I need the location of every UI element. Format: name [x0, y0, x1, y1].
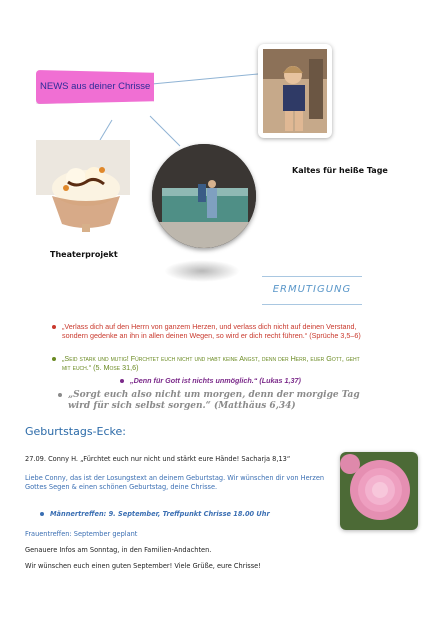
- verse-1: [62, 322, 362, 340]
- women-meeting: Frauentreffen: September geplant: [25, 530, 138, 538]
- news-banner-label: NEWS aus deiner Chrisse: [40, 81, 151, 92]
- rule-top: [262, 276, 362, 277]
- rule-bottom: [262, 304, 362, 305]
- photo-girl: [263, 49, 327, 133]
- birthday-message: Liebe Conny, das ist der Losungstext an deinem Geburtstag. Wir wünschen dir von Herzen Gottes Segen & einen schönen Geburtstag, deine Chrisse.: [25, 474, 325, 491]
- verse-1-text: „Verlass dich auf den Herrn von ganzem Herzen, und verlass dich nicht auf deinen Verstand, sondern gedenke an ihn in allen deinen Wegen, so wird er dich recht führen.“ (Sprüche 3,5–6): [62, 322, 361, 340]
- photo-rose: [340, 452, 418, 530]
- men-meeting-text: Männertreffen: 9. September, Treffpunkt Chrisse 18.00 Uhr: [50, 510, 270, 518]
- birthday-heading: Geburtstags-Ecke:: [25, 425, 126, 438]
- verse-3: [130, 376, 370, 385]
- verse-2: [62, 354, 368, 372]
- photo-girl-frame: [258, 44, 332, 138]
- photo-icecream: [36, 140, 130, 238]
- birthday-entry: 27.09. Conny H. „Fürchtet euch nur nicht und stärkt eure Hände! Sacharja 8,13“: [25, 455, 291, 463]
- bullet: [58, 393, 62, 397]
- photo-caption-theater: Theaterprojekt: [50, 250, 118, 259]
- info-text: Genauere Infos am Sonntag, in den Familien-Andachten.: [25, 546, 212, 554]
- men-meeting: [50, 510, 340, 519]
- bullet: [40, 512, 44, 516]
- photo-caption-kaltes: Kaltes für heiße Tage: [292, 166, 388, 175]
- verse-4-text: „Sorgt euch also nicht um morgen, denn der morgige Tag wird für sich selbst sorgen.“ (Matthäus 6,34): [68, 390, 360, 411]
- photo-theater: [152, 144, 256, 248]
- verse-2-text: „Seid stark und mutig! Fürchtet euch nicht und habt keine Angst, denn der Herr, euer Gott, geht mit euch.“ (5. Mose 31,6): [62, 354, 360, 372]
- verse-3-text: „Denn für Gott ist nichts unmöglich.“ (Lukas 1,37): [130, 376, 301, 385]
- closing-text: Wir wünschen euch einen guten September! Viele Grüße, eure Chrisse!: [25, 562, 261, 570]
- encouragement-title: ERMUTIGUNG: [272, 284, 352, 295]
- shadow-ellipse: [164, 260, 240, 282]
- verse-4: [68, 390, 368, 412]
